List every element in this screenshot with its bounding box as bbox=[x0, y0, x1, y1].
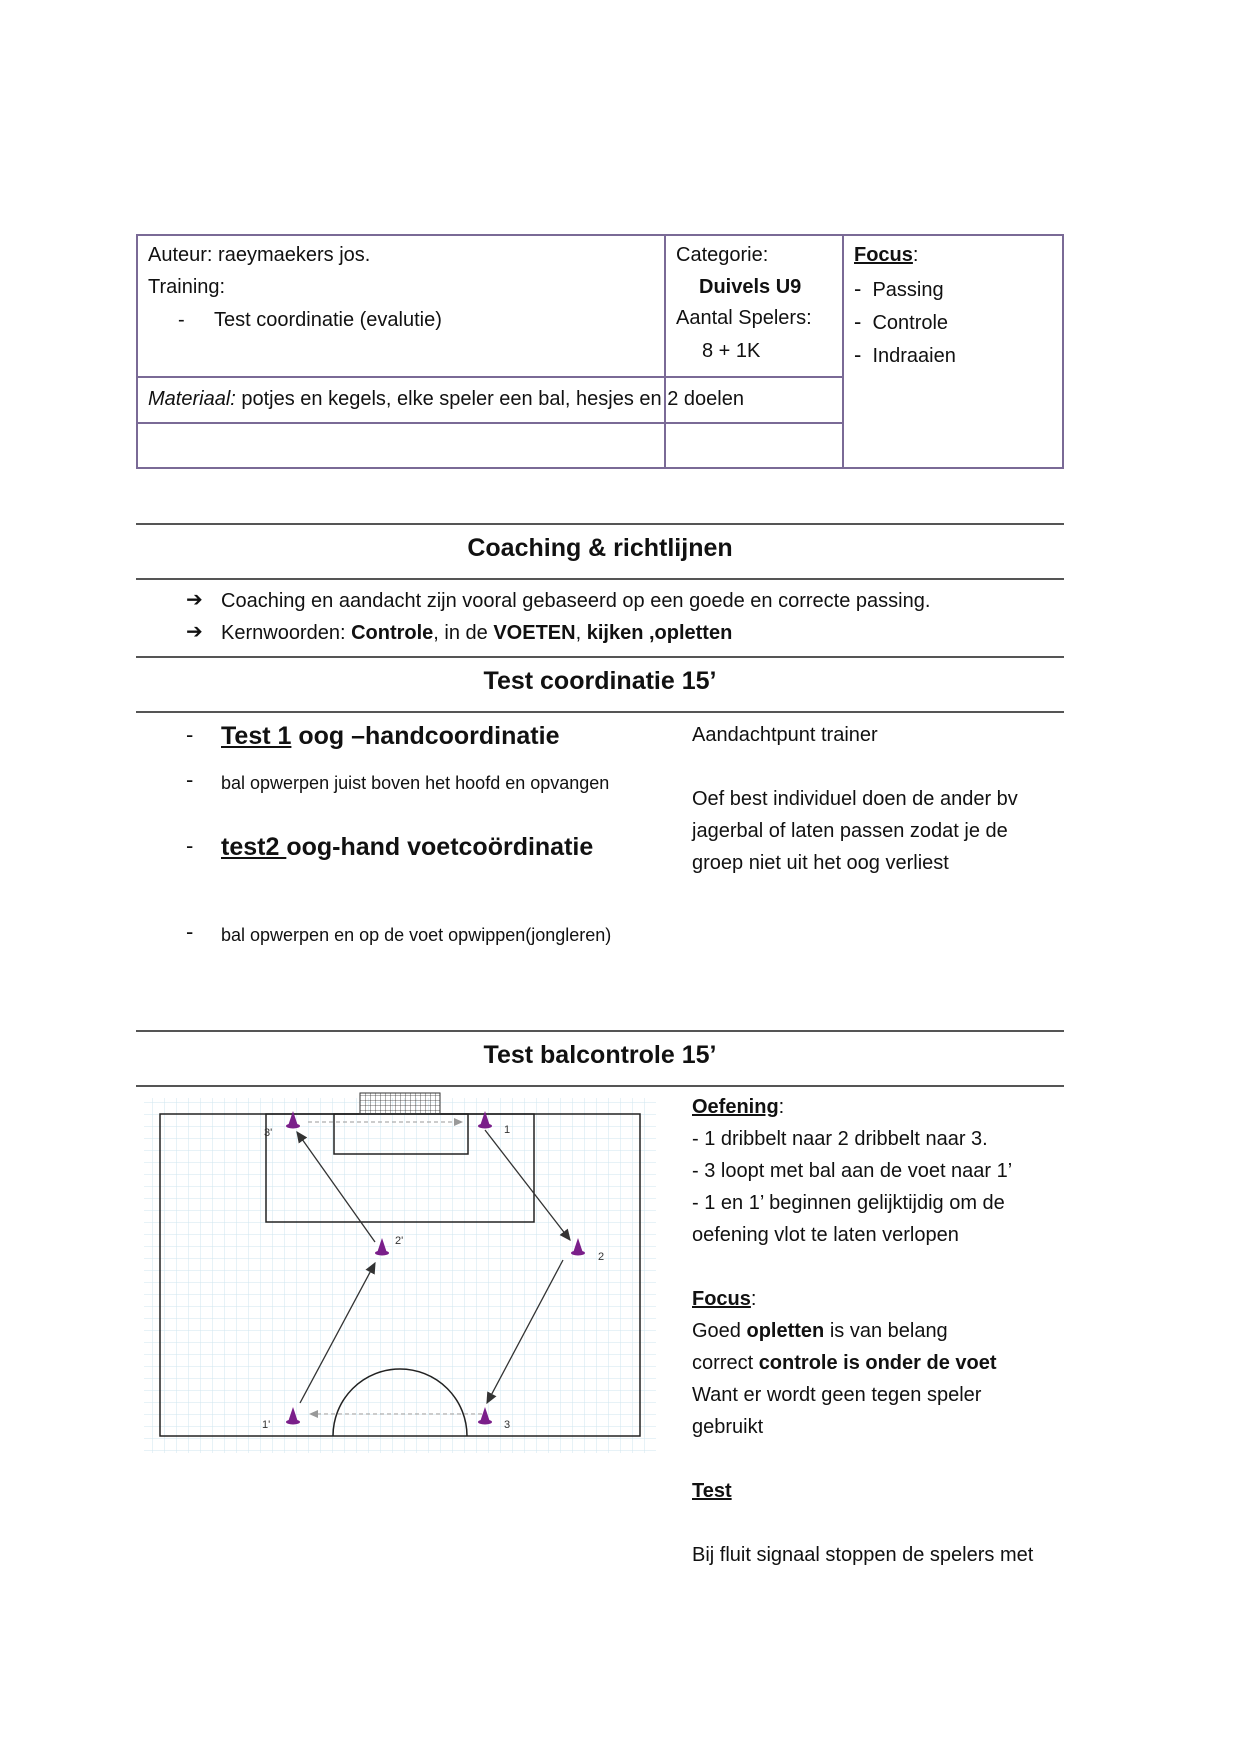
table-divider bbox=[664, 234, 666, 469]
section-rule bbox=[136, 1085, 1064, 1087]
test1-heading: Test 1 oog –handcoordinatie bbox=[221, 722, 560, 750]
section-rule bbox=[136, 656, 1064, 658]
section-rule bbox=[136, 578, 1064, 580]
test-line: Bij fluit signaal stoppen de spelers met bbox=[692, 1544, 1034, 1566]
table-divider bbox=[136, 376, 843, 378]
section-rule bbox=[136, 523, 1064, 525]
section-rule bbox=[136, 711, 1064, 713]
table-divider bbox=[842, 234, 844, 469]
coaching-line-1: Coaching en aandacht zijn vooral gebaseerd op een goede en correcte passing. bbox=[221, 590, 931, 612]
oefening-line: - 3 loopt met bal aan de voet naar 1’ bbox=[692, 1160, 1013, 1182]
training-dash: - bbox=[178, 309, 185, 331]
goal-net bbox=[360, 1093, 440, 1114]
cone-label: 2 bbox=[598, 1251, 605, 1263]
focus2-line: Goed opletten is van belang bbox=[692, 1320, 948, 1342]
players-label: Aantal Spelers: bbox=[676, 307, 812, 329]
focus2-heading: Focus: bbox=[692, 1288, 757, 1310]
test1-description: bal opwerpen juist boven het hoofd en opvangen bbox=[221, 773, 610, 793]
coaching-title: Coaching & richtlijnen bbox=[467, 534, 733, 562]
training-label: Training: bbox=[148, 276, 226, 298]
dash-bullet: - bbox=[186, 833, 194, 858]
cone-label: 1' bbox=[262, 1419, 271, 1431]
pitch-diagram bbox=[140, 1090, 660, 1460]
coaching-line-2: Kernwoorden: Controle, in de VOETEN, kijken ,opletten bbox=[221, 622, 733, 644]
focus-heading: Focus: bbox=[854, 244, 919, 266]
author-text: Auteur: raeymaekers jos. bbox=[148, 244, 371, 266]
dash-bullet: - bbox=[186, 767, 194, 792]
section-rule bbox=[136, 1030, 1064, 1032]
players-value: 8 + 1K bbox=[702, 340, 761, 362]
arrow-bullet-icon: ➔ bbox=[186, 589, 203, 611]
material-row: Materiaal: potjes en kegels, elke speler een bal, hesjes en 2 doelen bbox=[148, 388, 744, 410]
cone-label: 1 bbox=[504, 1124, 511, 1136]
focus-item: - Controle bbox=[854, 309, 949, 334]
category-value: Duivels U9 bbox=[699, 276, 802, 298]
oefening-line: - 1 dribbelt naar 2 dribbelt naar 3. bbox=[692, 1128, 988, 1150]
oefening-line: - 1 en 1’ beginnen gelijktijdig om de bbox=[692, 1192, 1005, 1214]
trainer-line: Oef best individuel doen de ander bv bbox=[692, 788, 1018, 810]
focus2-line: gebruikt bbox=[692, 1416, 764, 1438]
training-item: Test coordinatie (evalutie) bbox=[214, 309, 442, 331]
focus-item: - Indraaien bbox=[854, 342, 956, 367]
arrow-bullet-icon: ➔ bbox=[186, 621, 203, 643]
cone-label: 3' bbox=[264, 1127, 273, 1139]
oefening-heading: Oefening: bbox=[692, 1096, 785, 1118]
focus-item: - Passing bbox=[854, 276, 944, 301]
cone-label: 3 bbox=[504, 1419, 511, 1431]
category-label: Categorie: bbox=[676, 244, 769, 266]
dash-bullet: - bbox=[186, 722, 194, 747]
test2-description: bal opwerpen en op de voet opwippen(jongleren) bbox=[221, 925, 612, 945]
table-divider bbox=[136, 422, 843, 424]
focus2-line: correct controle is onder de voet bbox=[692, 1352, 997, 1374]
focus2-line: Want er wordt geen tegen speler bbox=[692, 1384, 982, 1406]
trainer-line: groep niet uit het oog verliest bbox=[692, 852, 949, 874]
test-coord-title: Test coordinatie 15’ bbox=[483, 667, 717, 695]
grid-background bbox=[144, 1098, 656, 1453]
oefening-line: oefening vlot te laten verlopen bbox=[692, 1224, 959, 1246]
test2-heading: test2 oog-hand voetcoördinatie bbox=[221, 833, 594, 861]
balcontrole-title: Test balcontrole 15’ bbox=[483, 1041, 717, 1069]
dash-bullet: - bbox=[186, 919, 194, 944]
trainer-line: jagerbal of laten passen zodat je de bbox=[692, 820, 1008, 842]
test-heading: Test bbox=[692, 1480, 732, 1502]
cone-label: 2' bbox=[395, 1235, 404, 1247]
trainer-title: Aandachtpunt trainer bbox=[692, 724, 878, 746]
